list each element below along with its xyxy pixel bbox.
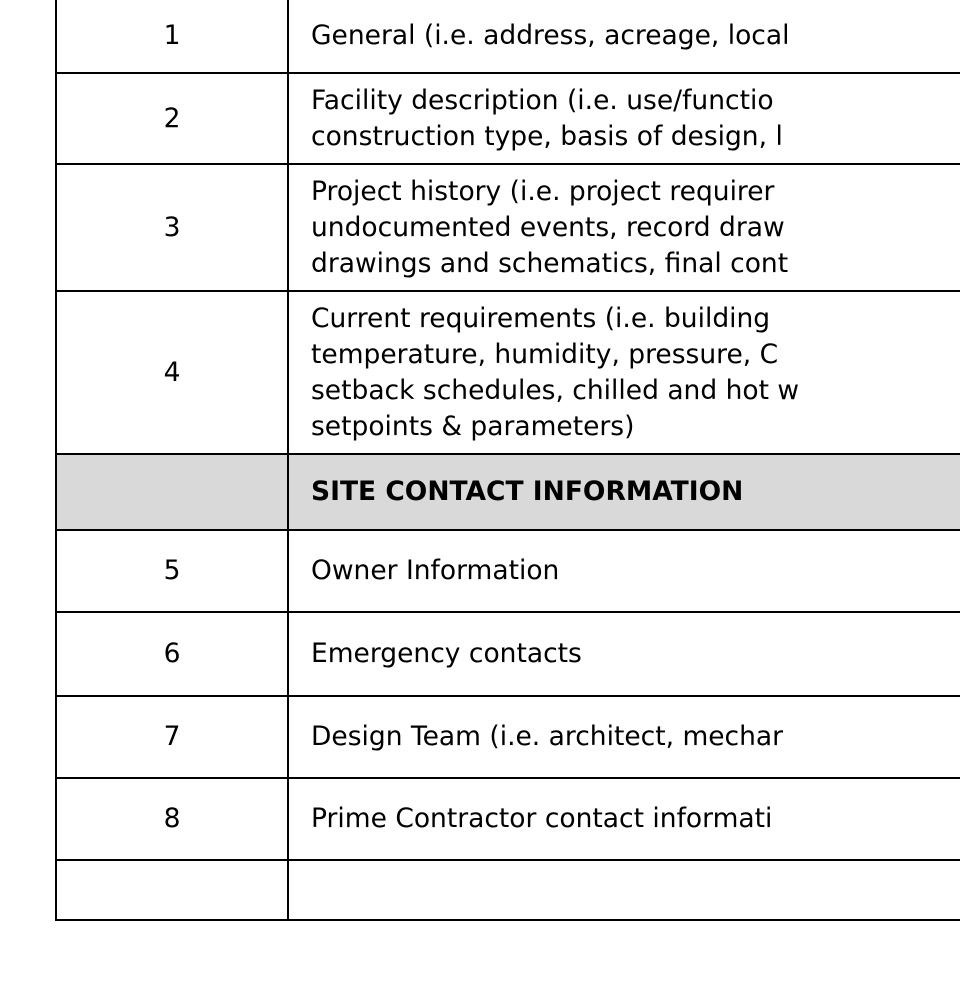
row-number [56,860,288,920]
description-line: setpoints & parameters) [311,410,635,442]
description-line: Project history (i.e. project requirer [311,175,775,207]
description-line: drawings and schematics, final cont [311,247,789,279]
table-row [56,612,960,696]
table-row [56,860,960,920]
description-line: construction type, basis of design, l [311,120,783,152]
description-line: SITE CONTACT INFORMATION [311,476,744,507]
row-description [288,530,960,612]
row-description [288,291,960,454]
section-title [288,454,960,530]
table-row [56,778,960,860]
row-description [288,860,960,920]
description-line: setback schedules, chilled and hot w [311,374,800,406]
description-line: Owner Information [311,555,560,586]
row-number: 1 [56,0,288,73]
description-line: Current requirements (i.e. building [311,302,771,334]
requirements-table [55,0,960,921]
row-number [56,454,288,530]
table-row [56,291,960,454]
row-description [288,696,960,778]
section-header-row [56,454,960,530]
description-line: Emergency contacts [311,638,582,669]
row-number: 2 [56,73,288,164]
row-number: 7 [56,696,288,778]
row-description [288,164,960,291]
row-number: 4 [56,291,288,454]
row-description [288,0,960,73]
row-description [288,612,960,696]
table-row [56,530,960,612]
row-number: 5 [56,530,288,612]
table-row [56,696,960,778]
description-line: temperature, humidity, pressure, C [311,338,779,370]
description-line: undocumented events, record draw [311,211,785,243]
table-row [56,164,960,291]
description-line: General (i.e. address, acreage, local [311,19,790,51]
table-row [56,73,960,164]
row-number: 6 [56,612,288,696]
row-description [288,778,960,860]
row-number: 3 [56,164,288,291]
table-row [56,0,960,73]
description-line: Design Team (i.e. architect, mechar [311,721,784,752]
row-description [288,73,960,164]
row-number: 8 [56,778,288,860]
description-line: Facility description (i.e. use/functio [311,84,774,116]
description-line: Prime Contractor contact informati [311,803,773,834]
